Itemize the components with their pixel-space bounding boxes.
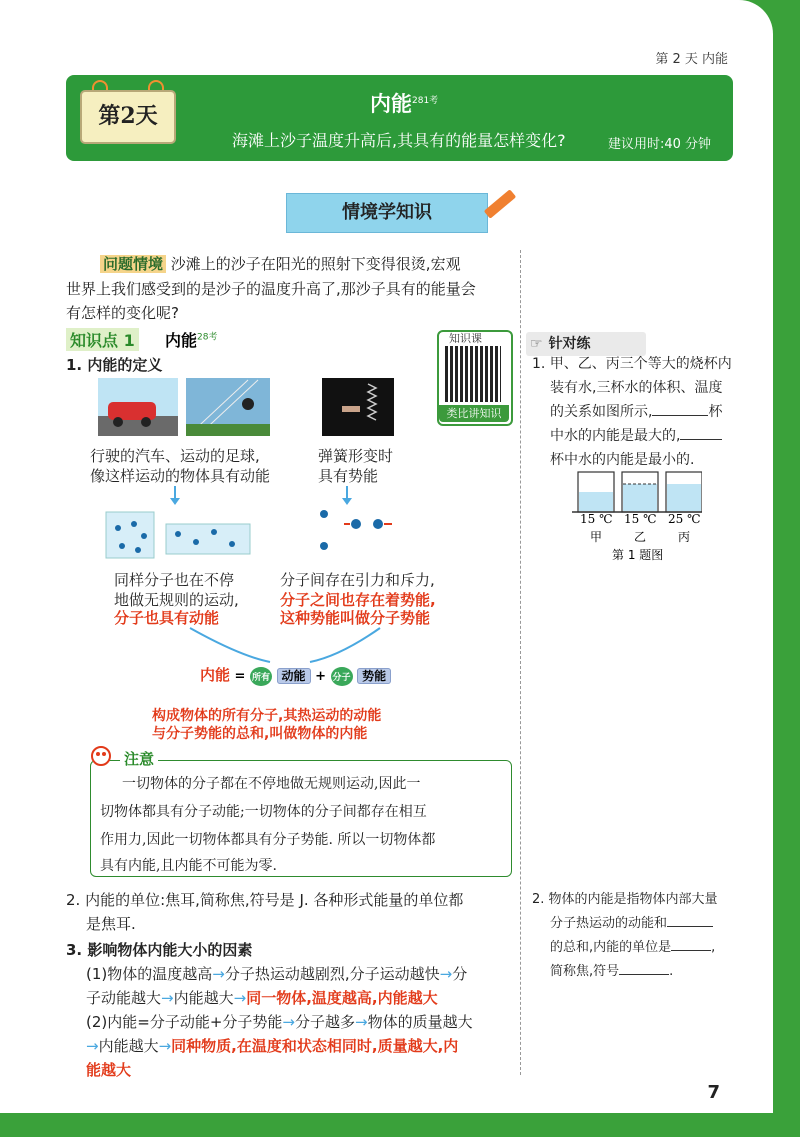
left-caption-1: 行驶的汽车、运动的足球,: [90, 447, 260, 465]
right-caption-2: 具有势能: [318, 467, 379, 485]
figure-caption: 第 1 题图: [612, 548, 664, 562]
q1-line-3: 的关系如图所示, 杯: [550, 404, 723, 420]
molecule-pair-diagram: [316, 506, 396, 556]
intro-line-3: 有怎样的变化呢?: [66, 304, 179, 322]
left-mol-3: 分子也具有动能: [114, 609, 220, 627]
column-divider: [520, 250, 521, 1075]
q2-line-3: 的总和,内能的单位是 ,: [550, 940, 716, 955]
summary-1: 构成物体的所有分子,其热运动的动能: [152, 708, 382, 724]
banner-subtitle: 海滩上沙子温度升高后,其具有的能量怎样变化?: [232, 131, 566, 150]
section-title: 情境学知识: [286, 193, 488, 233]
cup-2: 乙: [634, 530, 647, 544]
beakers-figure: [572, 466, 702, 516]
page-title: 内能$^{281考}$: [370, 92, 439, 116]
bulb-icon: [86, 742, 116, 772]
item3-line-3: (2)内能=分子动能+分子势能→分子越多→物体的质量越大: [86, 1013, 473, 1031]
intro-line-2: 世界上我们感受到的是沙子的温度升高了,那沙子具有的能量会: [66, 280, 476, 298]
item3-line-5: 能越大: [86, 1061, 132, 1079]
qr-head: 知识课: [449, 332, 482, 345]
pencil-icon: [484, 189, 516, 219]
item3-line-4: →内能越大→同种物质,在温度和状态相同时,质量越大,内: [86, 1037, 459, 1055]
answer-blank[interactable]: [652, 415, 708, 416]
knowledge-point-tag: 知识点 1: [66, 328, 139, 351]
item1-heading: 1. 内能的定义: [66, 356, 163, 374]
answer-blank[interactable]: [619, 974, 669, 975]
running-header: 第 2 天 内能: [655, 52, 728, 67]
qr-code-icon[interactable]: [445, 346, 501, 402]
qr-foot: 类比讲知识: [439, 405, 509, 422]
converging-arrows: [180, 626, 400, 666]
note-line-2: 切物体都具有分子动能;一切物体的分子间都存在相互: [100, 804, 427, 820]
car-ball-illustration: [98, 378, 270, 436]
knowledge-point-name: 内能$^{28考}$: [165, 331, 218, 350]
temp-2: 15 ℃: [624, 512, 657, 526]
left-mol-1: 同样分子也在不停: [114, 571, 235, 589]
cup-1: 甲: [590, 530, 603, 544]
q2-line-4: 简称焦,符号 .: [550, 964, 674, 979]
practice-button[interactable]: ☞ 针对练: [526, 332, 646, 356]
note-label: 注意: [120, 748, 158, 769]
item2-line-1: 2. 内能的单位:焦耳,简称焦,符号是 J. 各种形式能量的单位都: [66, 891, 464, 909]
left-caption-2: 像这样运动的物体具有动能: [90, 467, 271, 485]
right-mol-1: 分子间存在引力和斥力,: [280, 571, 435, 589]
answer-blank[interactable]: [680, 439, 722, 440]
answer-blank[interactable]: [667, 926, 713, 927]
formula: 内能 = 所有 动能 + 分子 势能: [200, 664, 391, 686]
note-line-1: 一切物体的分子都在不停地做无规则运动,因此一: [122, 776, 421, 792]
intro-line-1: 问题情境 沙滩上的沙子在阳光的照射下变得很烫,宏观: [100, 252, 461, 276]
q2-line-1: 2. 物体的内能是指物体内部大量: [532, 892, 718, 907]
item3-line-1: (1)物体的温度越高→分子热运动越剧烈,分子运动越快→分: [86, 965, 468, 983]
q1-line-4: 中水的内能是最大的,: [550, 424, 722, 448]
item3-heading: 3. 影响物体内能大小的因素: [66, 941, 253, 959]
right-caption-1: 弹簧形变时: [318, 447, 394, 465]
arrow-down-icon: [340, 486, 354, 506]
temp-1: 15 ℃: [580, 512, 613, 526]
day-label: 第2天: [80, 90, 176, 144]
molecule-beakers: [104, 502, 252, 560]
page-number: 7: [707, 1082, 720, 1103]
temp-3: 25 ℃: [668, 512, 701, 526]
answer-blank[interactable]: [671, 950, 711, 951]
q1-line-5: 杯中水的内能是最小的.: [550, 452, 695, 468]
cup-3: 丙: [678, 530, 691, 544]
q1-line-1: 1. 甲、乙、丙三个等大的烧杯内: [532, 356, 732, 372]
note-line-4: 具有内能,且内能不可能为零.: [100, 858, 277, 874]
summary-2: 与分子势能的总和,叫做物体的内能: [152, 726, 368, 742]
q2-line-2: 分子热运动的动能和: [550, 912, 713, 936]
right-mol-3: 这种势能叫做分子势能: [280, 609, 431, 627]
right-mol-2: 分子之间也存在着势能,: [280, 591, 436, 609]
left-mol-2: 地做无规则的运动,: [114, 591, 239, 609]
item3-line-2: 子动能越大→内能越大→同一物体,温度越高,内能越大: [86, 989, 438, 1007]
suggested-time: 建议用时:40 分钟: [608, 137, 712, 152]
q1-line-2: 装有水,三杯水的体积、温度: [550, 380, 723, 396]
pointer-icon: ☞: [530, 336, 543, 352]
spring-illustration: [322, 378, 394, 436]
item2-line-2: 是焦耳.: [86, 915, 136, 933]
note-line-3: 作用力,因此一切物体都具有分子势能. 所以一切物体都: [100, 832, 436, 848]
